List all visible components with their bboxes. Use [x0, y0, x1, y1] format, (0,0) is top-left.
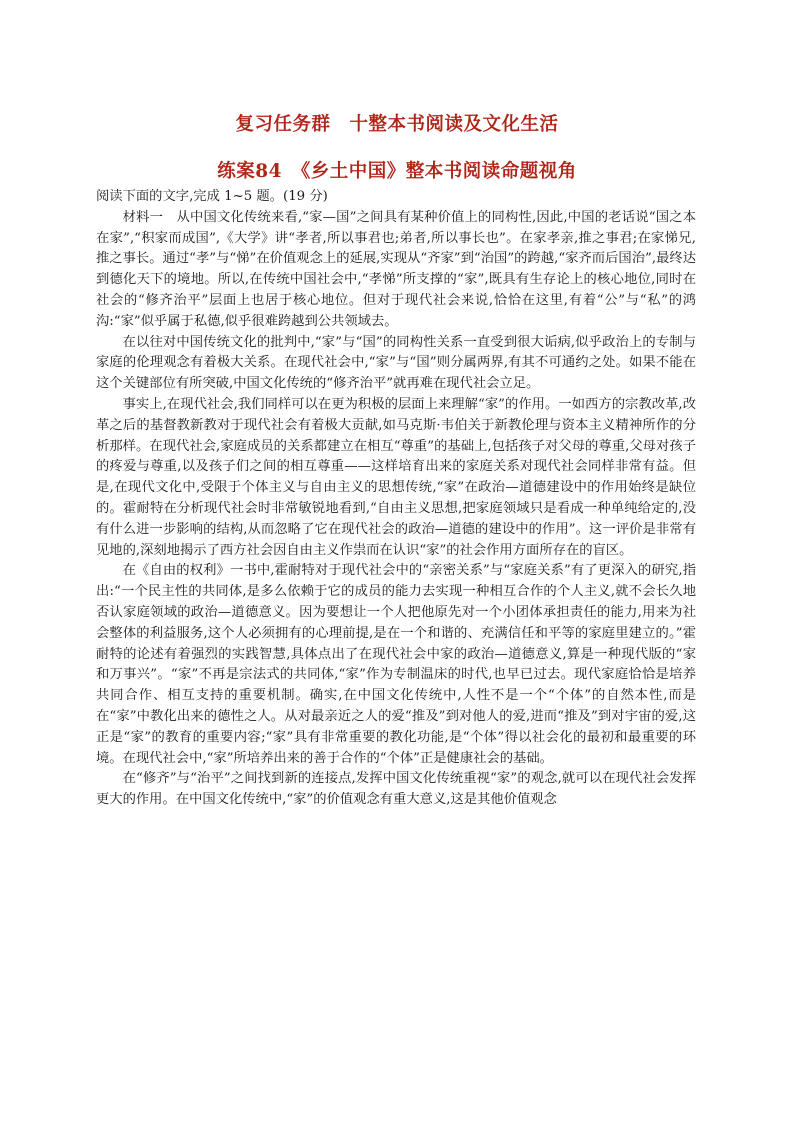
- exercise-title: 练案84 《乡土中国》整本书阅读命题视角: [217, 161, 577, 182]
- paragraph-5: 在“修齐”与“治平”之间找到新的连接点,发挥中国文化传统重视“家”的观念,就可以在现代社会发挥更大的作用。在中国文化传统中,“家”的价值观念有重大意义,这是其他价值观念: [96, 771, 696, 808]
- paragraph-2: 在以往对中国传统文化的批判中,“家”与“国”的同构性关系一直受到很大诟病,似乎政治上的专制与家庭的伦理观念有着极大关系。在现代社会中,“家”与“国”则分属两界,有其不可通约之处。如果不能在这个关键部位有所突破,中国文化传统的“修齐治平”就再难在现代社会立足。: [96, 334, 696, 392]
- paragraph-1: 材料一 从中国文化传统来看,“家—国”之间具有某种价值上的同构性,因此,中国的老话说“国之本在家”,“积家而成国”,《大学》讲“孝者,所以事君也;弟者,所以事长也”。在家孝亲,推之事君;在家悌兄,推之事长。通过“孝”与“悌”在价值观念上的延展,实现从“齐家”到“治国”的跨越,“家齐而后国治”,最终达到德化天下的境地。所以,在传统中国社会中,“孝悌”所支撑的“家”,既具有生存论上的核心地位,同时在社会的“修齐治平”层面上也居于核心地位。但对于现代社会来说,恰恰在这里,有着“公”与“私”的鸿沟:“家”似乎属于私德,似乎很难跨越到公共领域去。: [96, 209, 696, 329]
- instructions-text: 阅读下面的文字,完成 1~5 题。(19 分): [96, 189, 328, 204]
- paragraph-3: 事实上,在现代社会,我们同样可以在更为积极的层面上来理解“家”的作用。一如西方的宗教改革,改革之后的基督教新教对于现代社会有着极大贡献,如马克斯·韦伯关于新教伦理与资本主义精神所作的分析那样。在现代社会,家庭成员的关系都建立在相互“尊重”的基础上,包括孩子对父母的尊重,父母对孩子的疼爱与尊重,以及孩子们之间的相互尊重——这样培育出来的家庭关系对现代社会同样非常有益。但是,在现代文化中,受限于个体主义与自由主义的思想传统,“家”在政治—道德建设中的作用始终是缺位的。霍耐特在分析现代社会时非常敏锐地看到,“自由主义思想,把家庭领域只是看成一种单纯给定的,没有什么进一步影响的结构,从而忽略了它在现代社会的政治—道德的建设中的作用”。这一评价是非常有见地的,深刻地揭示了西方社会因自由主义作祟而在认识“家”的社会作用方面所存在的盲区。: [96, 396, 696, 558]
- reading-passage: [96, 187, 696, 811]
- section-title: 复习任务群 十整本书阅读及文化生活: [235, 114, 559, 135]
- paragraph-4: 在《自由的权利》一书中,霍耐特对于现代社会中的“亲密关系”与“家庭关系”有了更深入的研究,指出:“一个民主性的共同体,是多么依赖于它的成员的能力去实现一种相互合作的个人主义,就不会长久地否认家庭领域的政治—道德意义。因为要想让一个人把他原先对一个小团体承担责任的能力,用来为社会整体的利益服务,这个人必须拥有的心理前提,是在一个和谐的、充满信任和平等的家庭里建立的。”霍耐特的论述有着强烈的实践智慧,具体点出了在现代社会中家的政治—道德意义,算是一种现代版的“家和万事兴”。“家”不再是宗法式的共同体,“家”作为专制温床的时代,也早已过去。现代家庭恰恰是培养共同合作、相互支持的重要机制。确实,在中国文化传统中,人性不是一个“个体”的自然本性,而是在“家”中教化出来的德性之人。从对最亲近之人的爱“推及”到对他人的爱,进而“推及”到对宇宙的爱,这正是“家”的教育的重要内容;“家”具有非常重要的教化功能,是“个体”得以社会化的最初和最重要的环境。在现代社会中,“家”所培养出来的善于合作的“个体”正是健康社会的基础。: [96, 563, 696, 766]
